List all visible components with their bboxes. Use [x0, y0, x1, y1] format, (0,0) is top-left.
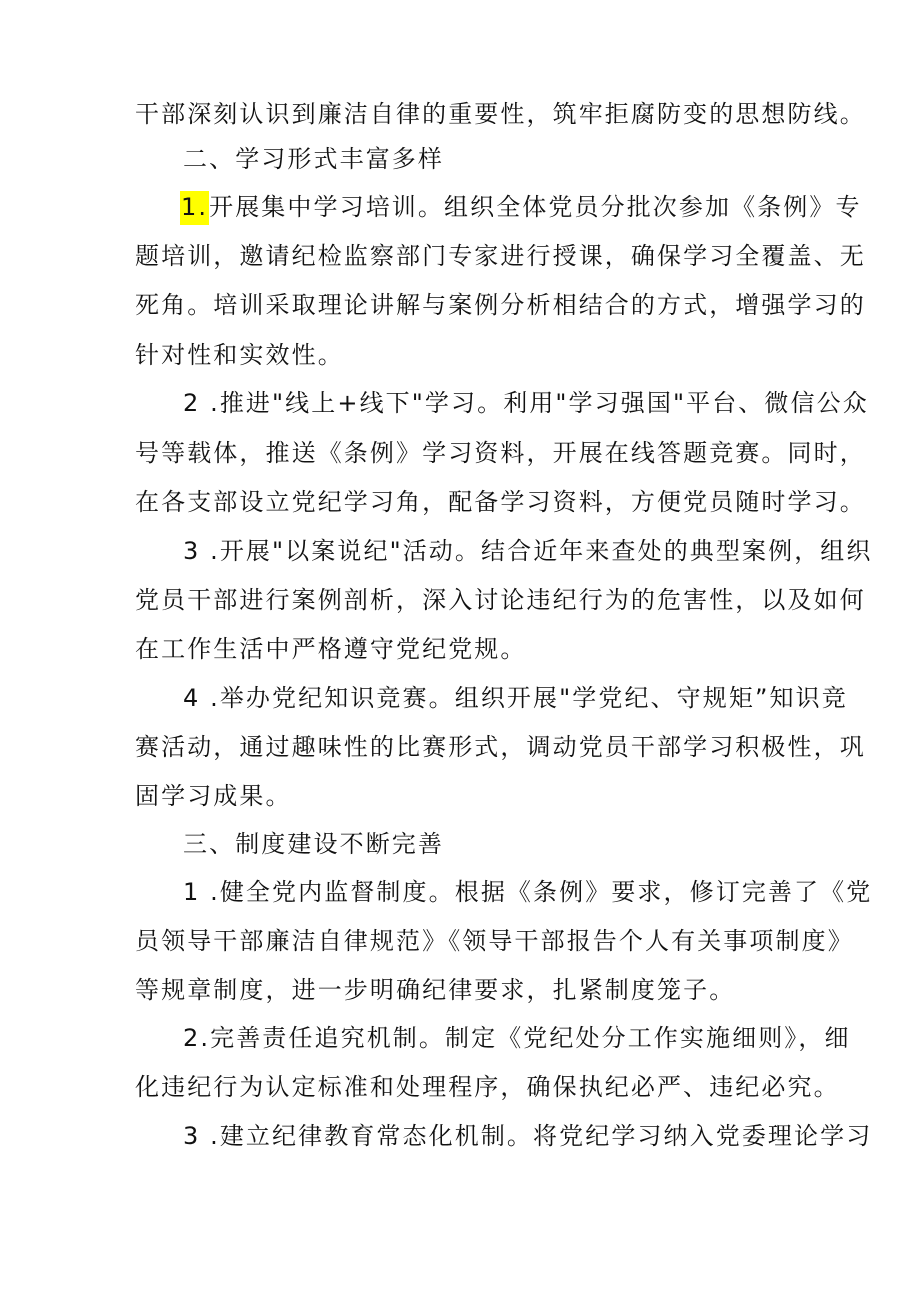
paragraph-line: 在工作生活中严格遵守党纪党规。 [135, 635, 527, 663]
paragraph-line: 化违纪行为认定标准和处理程序，确保执纪必严、违纪必究。 [135, 1073, 840, 1101]
paragraph-line: 固学习成果。 [135, 782, 292, 810]
paragraph-line: 死角。培训采取理论讲解与案例分析相结合的方式，增强学习的 [135, 291, 866, 319]
paragraph-line: 党员干部进行案例剖析，深入讨论违纪行为的危害性，以及如何 [135, 586, 866, 614]
paragraph-line: 4 .举办党纪知识竞赛。组织开展"学党纪、守规矩”知识竞 [183, 684, 848, 712]
paragraph-line: 等规章制度，进一步明确纪律要求，扎紧制度笼子。 [135, 976, 736, 1004]
section-heading: 二、学习形式丰富多样 [183, 145, 444, 173]
paragraph-line: 赛活动，通过趣味性的比赛形式，调动党员干部学习积极性，巩 [135, 733, 866, 761]
section-heading: 三、制度建设不断完善 [183, 830, 444, 858]
paragraph-line: 员领导干部廉洁自律规范》《领导干部报告个人有关事项制度》 [135, 927, 854, 955]
paragraph-line: 1 .健全党内监督制度。根据《条例》要求，修订完善了《党 [183, 878, 873, 906]
paragraph-line: 3 .开展"以案说纪"活动。结合近年来查处的典型案例，组织 [183, 537, 873, 565]
paragraph-text: 开展集中学习培训。组织全体党员分批次参加《条例》专 [209, 193, 862, 221]
highlighted-number: 1. [180, 191, 209, 225]
paragraph-line: 干部深刻认识到廉洁自律的重要性，筑牢拒腐防变的思想防线。 [135, 100, 866, 128]
paragraph-line: 在各支部设立党纪学习角，配备学习资料，方便党员随时学习。 [135, 488, 866, 516]
paragraph-line: 2 .推进"线上+线下"学习。利用"学习强国"平台、微信公众 [183, 389, 869, 417]
paragraph-line: 号等载体，推送《条例》学习资料，开展在线答题竞赛。同时， [135, 439, 866, 467]
paragraph-line: 2.完善责任追究机制。制定《党纪处分工作实施细则》，细 [183, 1024, 851, 1052]
paragraph-line: 题培训，邀请纪检监察部门专家进行授课，确保学习全覆盖、无 [135, 242, 866, 270]
paragraph-line: 3 .建立纪律教育常态化机制。将党纪学习纳入党委理论学习 [183, 1122, 873, 1150]
paragraph-line [180, 191, 862, 223]
paragraph-line: 针对性和实效性。 [135, 341, 344, 369]
